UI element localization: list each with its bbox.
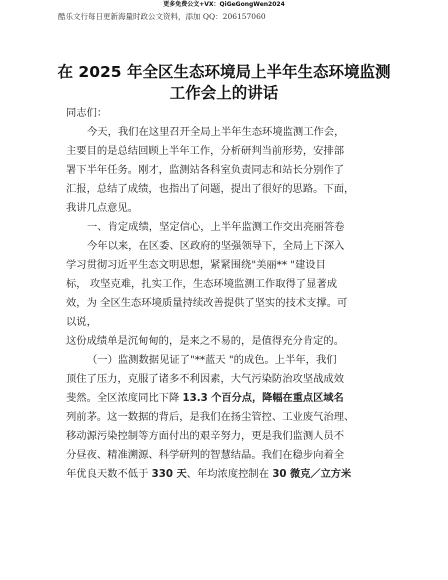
- paragraph-line: 署下半年任务。刚才，监测站各科室负责同志和站长分别作了: [66, 164, 345, 176]
- greeting-line: 同志们：: [66, 107, 108, 119]
- paragraph-line: [66, 465, 384, 484]
- text-run: 斐然。: [66, 392, 97, 404]
- highlight-figure: 30 微克／立方米: [272, 469, 352, 480]
- source-subline: 酷乐文行每日更新海量时政公文资料，添加 QQ：206157060: [58, 12, 266, 21]
- paragraph-line: 标， 攻坚克难，扎实工作，生态环境监测工作取得了显著成: [66, 278, 337, 290]
- section-heading-1: [66, 218, 384, 237]
- document-title: [40, 62, 408, 104]
- highlight-figure: 13.3 个百分点，降幅在重点区域名: [182, 393, 344, 404]
- paragraph-line: 主要目的是总结回顾上半年工作，分析研判当前形势，安排部: [66, 145, 345, 157]
- paragraph-line: 今年以来，在区委、区政府的坚强领导下，全局上下深入: [87, 240, 345, 252]
- paragraph-line: 学习贯彻习近平生态文明思想，紧紧围绕"美丽** "建设目: [66, 259, 326, 271]
- paragraph-line: （一）监测数据见证了"**蓝天 "的成色。上半年，我们: [87, 354, 337, 366]
- paragraph-line: 这份成绩单是沉甸甸的，是来之不易的，是值得充分肯定的。: [66, 335, 345, 347]
- paragraph-line: 汇报，总结了成绩，也指出了问题，提出了很好的思路。下面，: [66, 183, 355, 195]
- section-heading-line: 一、肯定成绩，坚定信心，上半年监测工作交出亮丽答卷: [87, 221, 345, 233]
- paragraph-line: 列前茅。这一数据的背后，是我们在扬尘管控、工业废气治理、: [66, 411, 355, 423]
- greeting: [66, 104, 384, 123]
- text-run: 年优良天数不低于: [66, 468, 152, 480]
- paragraph-line: 效，为 全区生态环境质量持续改善提供了坚实的技术支撑。可: [66, 297, 348, 309]
- promo-banner: 更多免费公文+VX：QiGeGongWen2024: [163, 1, 285, 8]
- paragraph-monitoring-data: [66, 351, 384, 484]
- text-run: 全区浓度同比下降: [96, 392, 183, 404]
- paragraph-summary: [66, 332, 384, 351]
- highlight-figure: 330 天: [151, 469, 187, 480]
- document-body: [66, 104, 384, 484]
- text-run: 、年均浓度控制在: [186, 468, 273, 480]
- paragraph-achievements: [66, 237, 384, 332]
- paragraph-line: 以说，: [66, 316, 97, 328]
- title-line-2: 工作会上的讲话: [169, 84, 279, 102]
- paragraph-line: 移动源污染控制等方面付出的艰辛努力，更是我们监测人员不: [66, 430, 345, 442]
- paragraph-intro: [66, 123, 384, 218]
- paragraph-line: 分昼夜、精准溯源、科学研判的智慧结晶。我们在稳步向着全: [66, 449, 345, 461]
- paragraph-line: [66, 389, 384, 408]
- paragraph-line: 我讲几点意见。: [66, 202, 139, 214]
- paragraph-line: 顶住了压力，克服了诸多不利因素，大气污染防治攻坚战成效: [66, 373, 345, 385]
- title-line-1: 在 2025 年全区生态环境局上半年生态环境监测: [57, 63, 391, 81]
- paragraph-line: 今天，我们在这里召开全局上半年生态环境监测工作会，: [87, 126, 345, 138]
